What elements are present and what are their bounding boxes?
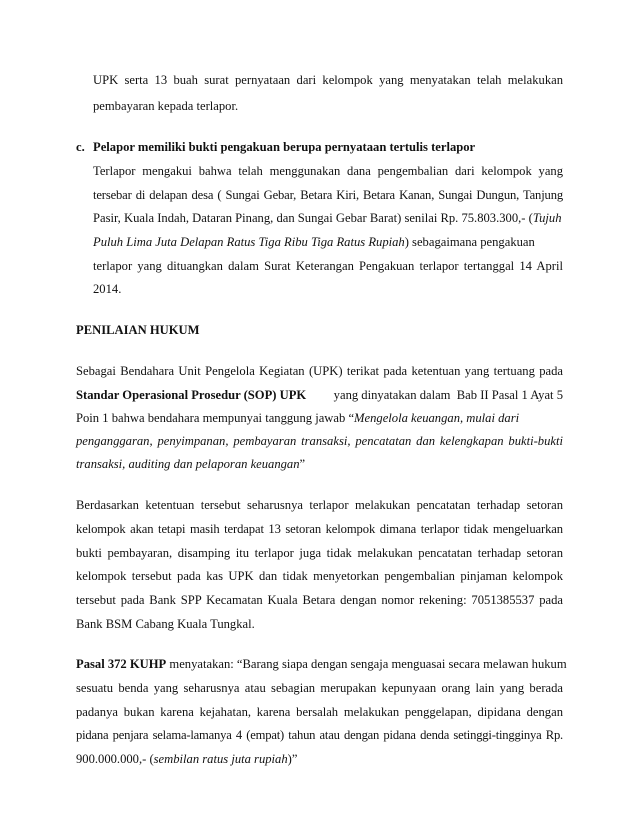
- point-c-heading: Pelapor memiliki bukti pengakuan berupa pernyataan tertulis terlapor: [93, 140, 476, 154]
- sop-upk-term: Standar Operasional Prosedur (SOP) UPK: [76, 388, 307, 402]
- p3-line-1: [76, 656, 567, 672]
- p1-line-3-text: Poin 1 bahwa bendahara mempunyai tanggung jawab “: [76, 411, 355, 425]
- p2-line-2: kelompok akan tetapi masih terdapat 13 setoran kelompok dimana terlapor tidak mengeluarkan: [76, 522, 563, 536]
- p3-line-3: padanya bukan karena kejahatan, karena bersalah melakukan penggelapan, dipidana dengan: [76, 705, 563, 719]
- p2-line-6: Bank BSM Cabang Kuala Tungkal.: [76, 617, 255, 631]
- p3-line-5-text: 900.000.000,- (: [76, 752, 154, 766]
- p1-line-5-italic: transaksi, auditing dan pelaporan keuangan: [76, 457, 300, 471]
- p3-line-4: pidana penjara selama-lamanya 4 (empat) tahun atau dengan pidana denda setinggi-tingginya Rp.: [76, 728, 563, 742]
- p3-line-1-text: menyatakan: “Barang siapa dengan sengaja menguasai secara melawan hukum: [166, 657, 567, 671]
- p2-line-4: kelompok tersebut pada kas UPK dan tidak menyetorkan pengembalian pinjaman kelompok: [76, 569, 563, 583]
- continuation-line-2: pembayaran kepada terlapor.: [93, 99, 239, 113]
- point-c-line-3-text: Pasir, Kuala Indah, Dataran Pinang, dan Sungai Gebar Barat) senilai Rp. 75.803.300,- (: [93, 211, 533, 225]
- p3-line-2: sesuatu benda yang seharusnya atau sebagian merupakan kepunyaan orang lain yang berada: [76, 681, 563, 695]
- point-c-line-1: Terlapor mengakui bahwa telah menggunakan dana pengembalian dari kelompok yang: [93, 164, 563, 178]
- p3-line-5-italic: sembilan ratus juta rupiah: [153, 752, 288, 766]
- point-c-line-3: [93, 210, 562, 226]
- p1-line-5-quote: ”: [299, 457, 306, 471]
- point-c-line-4-text: ) sebagaimana pengakuan: [404, 235, 535, 249]
- continuation-line-1: UPK serta 13 buah surat pernyataan dari kelompok yang menyatakan telah melakukan: [93, 73, 563, 87]
- p1-line-5: [76, 456, 305, 472]
- p2-line-3: bukti pembayaran, disamping itu terlapor juga tidak melakukan pencatatan terhadap setoran: [76, 546, 563, 560]
- p1-line-1: Sebagai Bendahara Unit Pengelola Kegiatan (UPK) terikat pada ketentuan yang tertuang pada: [76, 364, 563, 378]
- p1-line-2-text: yang dinyatakan dalam Bab II Pasal 1 Ayat 5: [330, 388, 563, 402]
- p1-line-3: [76, 410, 519, 426]
- point-c-line-4-italic: Puluh Lima Juta Delapan Ratus Tiga Ribu Tiga Ratus Rupiah: [93, 235, 405, 249]
- point-c-line-2: tersebar di delapan desa ( Sungai Gebar, Betara Kiri, Betara Kanan, Sungai Dungun, Tanjung: [93, 188, 563, 202]
- p1-line-2: [76, 387, 563, 403]
- point-c-line-5: terlapor yang dituangkan dalam Surat Keterangan Pengakuan terlapor tertanggal 14 April: [93, 259, 563, 273]
- point-c-line-4: [93, 234, 535, 250]
- point-c-line-6: 2014.: [93, 282, 122, 296]
- point-c-line-3-italic: Tujuh: [532, 211, 562, 225]
- pasal-372-term: Pasal 372 KUHP: [76, 657, 167, 671]
- p2-line-1: Berdasarkan ketentuan tersebut seharusnya terlapor melakukan pencatatan terhadap setoran: [76, 498, 563, 512]
- p1-line-3-italic: Mengelola keuangan, mulai dari: [354, 411, 520, 425]
- p1-line-4: penganggaran, penyimpanan, pembayaran transaksi, pencatatan dan kelengkapan bukti-bukti: [76, 434, 563, 448]
- section-heading: PENILAIAN HUKUM: [76, 323, 200, 337]
- p3-line-5-close: )”: [287, 752, 298, 766]
- p2-line-5: tersebut pada Bank SPP Kecamatan Kuala Betara dengan nomor rekening: 7051385537 pada: [76, 593, 563, 607]
- p3-line-5: [76, 751, 297, 767]
- point-c-marker: c.: [76, 140, 85, 154]
